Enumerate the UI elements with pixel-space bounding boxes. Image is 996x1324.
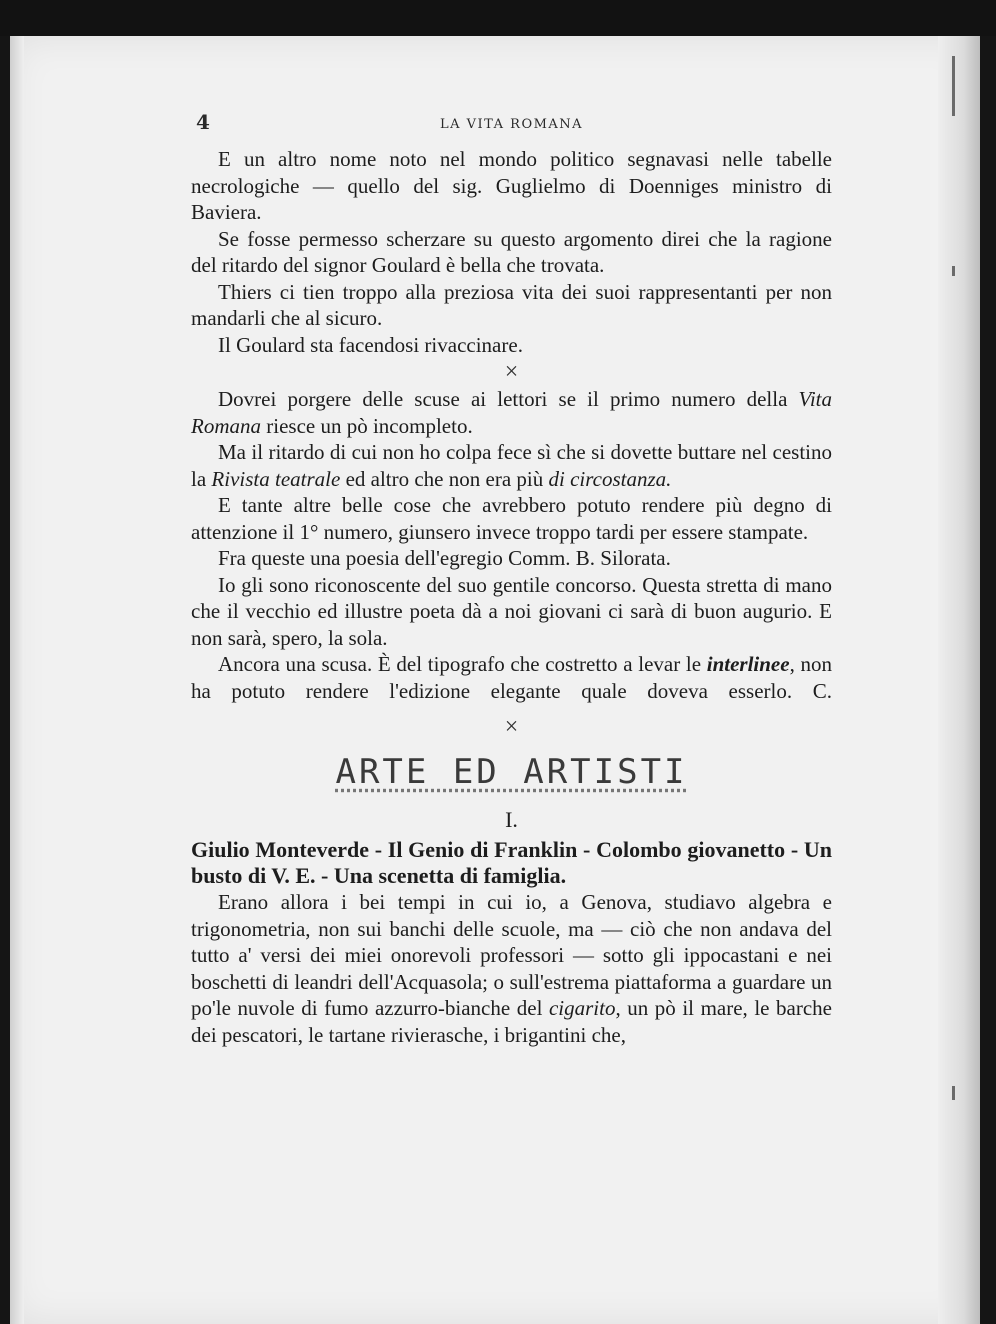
paragraph: Thiers ci tien troppo alla preziosa vita dei suoi rappresentanti per non mandarli che al sicuro. <box>191 279 832 330</box>
paragraph <box>191 386 832 439</box>
paragraph: Fra queste una poesia dell'egregio Comm. B. Silorata. <box>218 546 671 570</box>
text-run: , non ha potuto rendere l'edizione elegante quale doveva esserlo. <box>191 652 833 703</box>
section-number: I. <box>505 807 518 832</box>
section-separator: × <box>504 714 519 740</box>
text-run: , un pò il mare, le barche dei pescatori, le tartane rivierasche, i brigantini che, <box>191 996 832 1047</box>
italic-word: cigarito <box>548 996 616 1020</box>
section-title: ARTE ED ARTISTI <box>335 752 688 792</box>
article-headline: Giulio Monteverde - Il Genio di Franklin - Colombo giovanetto - Un busto di V. E. - Una scenetta di famiglia. <box>191 837 832 888</box>
text-run: Dovrei porgere delle scuse ai lettori se il primo numero della <box>218 387 799 411</box>
text-run: riesce un pò incompleto. <box>261 413 473 438</box>
paragraph: E tante altre belle cose che avrebbero potuto rendere più degno di attenzione il 1° numero, giunsero invece troppo tardi per essere stampate. <box>191 493 832 544</box>
scan-top-border <box>0 0 996 36</box>
paragraph <box>191 439 832 492</box>
paragraph <box>191 651 832 704</box>
page-number: 4 <box>196 110 210 134</box>
paragraph: E un altro nome noto nel mondo politico segnavasi nelle tabelle necrologiche — quello del sig. Guglielmo di Doenniges ministro di Baviera. <box>191 147 832 224</box>
page-left-edge <box>10 36 24 1324</box>
paragraph: Io gli sono riconoscente del suo gentile concorso. Questa stretta di mano che il vecchio ed illustre poeta dà a noi giovani ci sarà di buon augurio. E non sarà, spero, la sola. <box>191 572 832 650</box>
italic-title: Vita Romana <box>191 387 832 438</box>
text-run: Ancora una scusa. È del tipografo che costretto a levar le <box>218 652 707 676</box>
running-title: LA VITA ROMANA <box>440 117 584 132</box>
text-run: Ma il ritardo di cui non ho colpa fece sì che si dovette buttare nel cestino la <box>191 440 832 491</box>
paragraph: Il Goulard sta facendosi rivaccinare. <box>218 332 523 357</box>
signature: C. <box>812 678 833 703</box>
text-run: ed altro che non era più <box>340 466 549 491</box>
text-run: Erano allora i bei tempi in cui io, a Genova, studiavo algebra e trigonometria, non sui banchi delle scuole, ma — ciò che non andava del tutto a' versi dei miei onorevoli professori — sotto gli ippocastani e nei boschetti di leandri dell'Acquasola; o sull'estrema piattaforma a guardare un po'le nuvole di fumo azzurro-bianche del <box>191 890 832 1020</box>
binding-mark <box>952 56 955 116</box>
paragraph: Se fosse permesso scherzare su questo argomento direi che la ragione del ritardo del signor Goulard è bella che trovata. <box>191 226 832 277</box>
binding-mark <box>952 266 955 276</box>
paragraph <box>191 889 832 1048</box>
italic-word: interlinee <box>706 652 790 676</box>
binding-mark <box>952 1086 955 1100</box>
italic-title: Rivista teatrale <box>211 466 341 491</box>
italic-phrase: di circostanza. <box>548 466 672 491</box>
page-gutter-fold <box>938 36 980 1324</box>
page-text <box>191 146 832 1048</box>
section-separator: × <box>504 359 519 385</box>
